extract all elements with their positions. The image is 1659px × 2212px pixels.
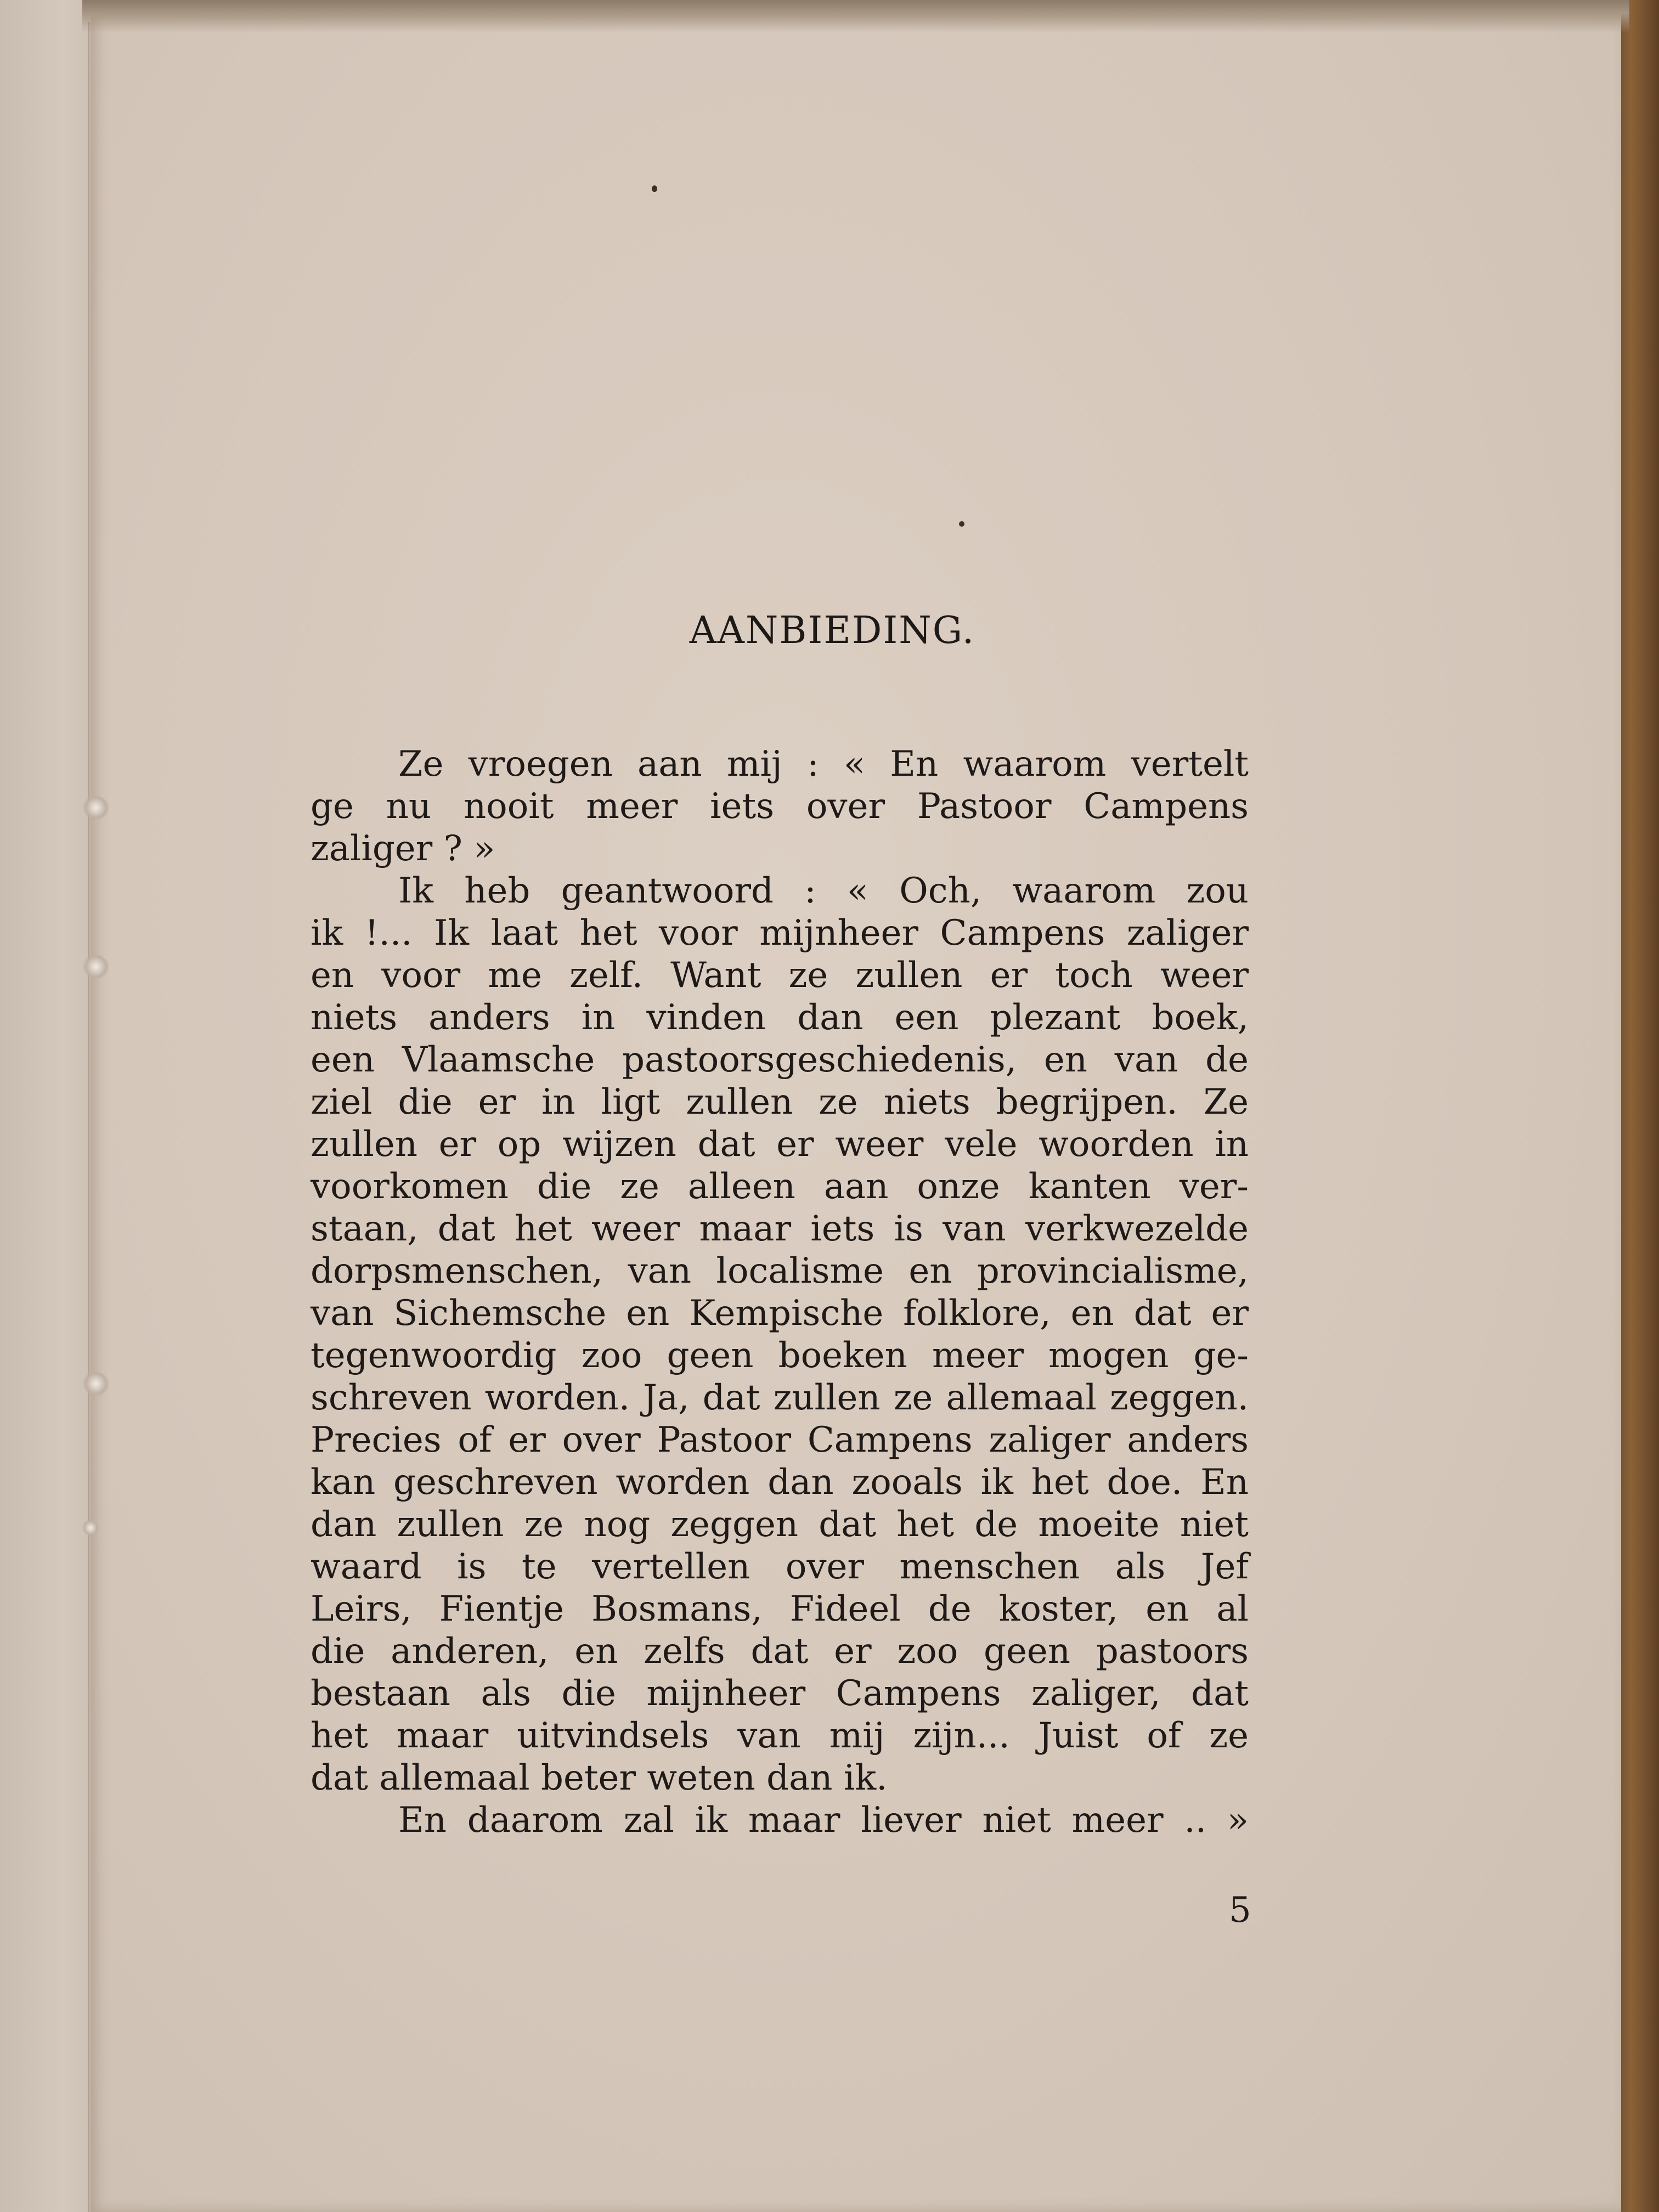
text-line: van Sichemsche en Kempische folklore, en dat er xyxy=(311,1293,1249,1334)
text-line: ge nu nooit meer iets over Pastoor Campens xyxy=(311,786,1249,827)
text-line: Leirs, Fientje Bosmans, Fideel de koster, en al xyxy=(311,1589,1249,1629)
text-line: Ze vroegen aan mij : « En waarom vertelt xyxy=(398,744,1249,785)
text-line: schreven worden. Ja, dat zullen ze allemaal zeggen. xyxy=(311,1378,1249,1418)
text-line: het maar uitvindsels van mij zijn... Juist of ze xyxy=(311,1716,1249,1756)
text-line: bestaan als die mijnheer Campens zaliger, dat xyxy=(311,1673,1249,1714)
text-line: zullen er op wijzen dat er weer vele woorden in xyxy=(311,1124,1249,1165)
text-line: staan, dat het weer maar iets is van verkwezelde xyxy=(311,1209,1249,1249)
binding-stitch xyxy=(82,1520,99,1536)
text-line: kan geschreven worden dan zooals ik het doe. En xyxy=(311,1462,1249,1503)
page-number: 5 xyxy=(1229,1890,1251,1931)
page-top-edge xyxy=(82,0,1629,33)
binding-stitch xyxy=(82,1372,110,1396)
text-line: Precies of er over Pastoor Campens zaliger anders xyxy=(311,1420,1249,1460)
text-line: ziel die er in ligt zullen ze niets begrijpen. Ze xyxy=(311,1082,1249,1122)
text-line: En daarom zal ik maar liever niet meer .. » xyxy=(398,1800,1249,1841)
text-line: voorkomen die ze alleen aan onze kanten ver- xyxy=(311,1166,1249,1207)
binding-stitch xyxy=(82,795,110,820)
paper-speck xyxy=(959,521,964,527)
text-line: ik !... Ik laat het voor mijnheer Campens zaliger xyxy=(311,913,1249,953)
text-line: waard is te vertellen over menschen als Jef xyxy=(311,1547,1249,1587)
text-line: dorpsmenschen, van localisme en provincialisme, xyxy=(311,1251,1249,1291)
text-line: dan zullen ze nog zeggen dat het de moeite niet xyxy=(311,1504,1249,1545)
chapter-title: AANBIEDING. xyxy=(689,609,975,652)
text-line: die anderen, en zelfs dat er zoo geen pastoors xyxy=(311,1631,1249,1672)
text-line: niets anders in vinden dan een plezant boek, xyxy=(311,997,1249,1038)
text-line: dat allemaal beter weten dan ik. xyxy=(311,1758,888,1798)
paper-speck xyxy=(652,185,657,192)
text-line: zaliger ? » xyxy=(311,828,495,869)
body-text xyxy=(311,743,1249,1842)
binding-fold xyxy=(88,22,91,2212)
binding-stitch xyxy=(82,955,110,979)
text-line: Ik heb geantwoord : « Och, waarom zou xyxy=(398,871,1249,911)
text-line: en voor me zelf. Want ze zullen er toch weer xyxy=(311,955,1249,996)
text-line: tegenwoordig zoo geen boeken meer mogen ge- xyxy=(311,1335,1249,1376)
text-line: een Vlaamsche pastoorsgeschiedenis, en van de xyxy=(311,1040,1249,1080)
